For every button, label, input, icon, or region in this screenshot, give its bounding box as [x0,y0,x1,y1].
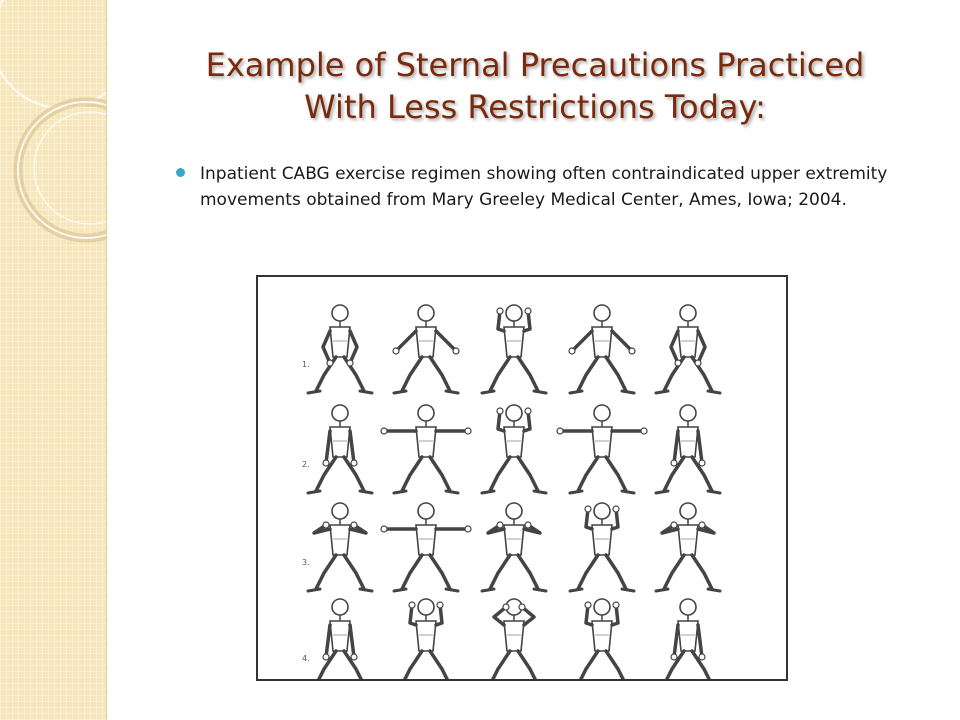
left-foot [570,391,582,393]
stick-figure [569,305,635,393]
figure-head [680,305,696,321]
figure-torso [678,525,698,555]
right-foot [446,491,458,493]
right-foot [534,391,546,393]
stick-figure [482,405,546,493]
row-number-label: 3. [302,558,310,567]
left-leg [402,651,422,679]
hand [381,526,387,532]
stick-figure [482,599,546,679]
figure-torso [504,525,524,555]
hand [695,360,701,366]
stick-figure [308,405,372,493]
figure-torso [416,327,436,357]
hand [641,428,647,434]
right-leg [606,457,626,491]
hand [437,602,443,608]
hand [671,654,677,660]
hand [671,460,677,466]
left-foot [394,391,406,393]
right-foot [708,391,720,393]
left-arm [396,331,416,351]
left-leg [578,555,598,589]
figure-torso [416,621,436,651]
right-leg [518,651,538,679]
figure-head [332,503,348,519]
figure-torso [330,621,350,651]
hand [503,604,509,610]
hand [323,654,329,660]
left-arm [671,331,678,363]
figure-torso [504,621,524,651]
figure-torso [592,621,612,651]
figure-head [680,405,696,421]
hand [585,506,591,512]
stick-figure [656,405,720,493]
right-leg [430,357,450,391]
decorative-sidebar [0,0,107,720]
left-foot [482,391,494,393]
right-foot [360,391,372,393]
right-foot [534,589,546,591]
figure-torso [592,427,612,457]
hand [613,602,619,608]
stick-figure [308,599,372,679]
right-foot [534,491,546,493]
right-leg [518,555,538,589]
hand [699,460,705,466]
hand [699,654,705,660]
stick-figure [656,503,720,591]
left-foot [656,391,668,393]
left-arm [674,431,678,463]
hand [409,602,415,608]
hand [497,308,503,314]
hand [519,604,525,610]
right-leg [344,555,364,589]
right-leg [518,357,538,391]
stick-figure [394,599,458,679]
hand [557,428,563,434]
figure-head [594,305,610,321]
left-leg [578,357,598,391]
hand [675,360,681,366]
right-arm [350,625,354,657]
figure-head [418,599,434,615]
left-foot [570,589,582,591]
stick-figure [570,599,634,679]
right-arm [698,431,702,463]
hand [525,522,531,528]
left-foot [308,589,320,591]
hand [613,506,619,512]
hand [351,460,357,466]
left-leg [664,555,684,589]
left-foot [482,589,494,591]
right-leg [606,357,626,391]
left-arm [572,331,592,351]
hand [327,360,333,366]
left-foot [394,589,406,591]
figure-head [594,405,610,421]
left-foot [482,491,494,493]
figure-torso [504,327,524,357]
figure-torso [504,427,524,457]
figure-head [506,503,522,519]
left-arm [323,331,330,363]
figure-head [594,599,610,615]
stick-figure [308,503,372,591]
left-foot [656,589,668,591]
stick-figure [557,405,647,493]
figure-head [332,599,348,615]
left-leg [402,555,422,589]
left-arm [674,625,678,657]
hand [525,308,531,314]
slide-title-line-2: With Less Restrictions Today: [304,88,766,126]
right-arm [698,331,705,363]
slide-title-line-1: Example of Sternal Precautions Practiced [205,46,865,84]
right-arm [350,331,357,363]
figure-torso [678,621,698,651]
left-leg [578,457,598,491]
hand [465,526,471,532]
figure-head [680,599,696,615]
hand [323,460,329,466]
hand [525,408,531,414]
hand [351,654,357,660]
right-leg [430,651,450,679]
left-leg [490,651,510,679]
slide-title [130,44,940,128]
stick-figure [308,305,372,393]
figure-head [418,305,434,321]
bullet-item [176,161,936,213]
right-leg [692,555,712,589]
bullet-dot-icon [176,168,185,177]
figure-torso [678,427,698,457]
left-arm [326,625,330,657]
stick-figure [570,503,634,591]
hand [699,522,705,528]
left-foot [308,491,320,493]
hand [671,522,677,528]
hand [381,428,387,434]
figure-head [506,405,522,421]
left-foot [394,491,406,493]
figure-torso [330,525,350,555]
figure-head [680,503,696,519]
right-foot [708,589,720,591]
left-foot [308,391,320,393]
right-arm [612,331,632,351]
left-arm [326,431,330,463]
figure-head [332,405,348,421]
left-leg [316,555,336,589]
figure-head [506,305,522,321]
hand [393,348,399,354]
right-foot [446,589,458,591]
hand [323,522,329,528]
hand [497,522,503,528]
left-leg [578,651,598,679]
left-leg [402,357,422,391]
figure-torso [592,327,612,357]
stick-figure [393,305,459,393]
hand [465,428,471,434]
row-number-label: 2. [302,460,310,469]
hand [497,408,503,414]
left-leg [490,457,510,491]
exercise-figure [256,275,788,681]
right-arm [436,331,456,351]
bullet-text: Inpatient CABG exercise regimen showing often contraindicated upper extremity movements obtained from Mary Greeley Medical Center, Ames, Iowa; 2004. [200,164,888,210]
stick-figure [381,405,471,493]
right-foot [622,589,634,591]
right-leg [430,457,450,491]
right-foot [622,391,634,393]
stick-figure [656,305,720,393]
right-arm [350,431,354,463]
figure-head [332,305,348,321]
figure-head [418,503,434,519]
hand [351,522,357,528]
stick-figure [381,503,471,591]
hand [629,348,635,354]
hand [453,348,459,354]
left-foot [570,491,582,493]
right-foot [622,491,634,493]
exercise-figure-drawing [258,277,786,679]
figure-torso [330,327,350,357]
right-foot [708,491,720,493]
left-leg [402,457,422,491]
figure-torso [592,525,612,555]
left-leg [490,555,510,589]
left-foot [656,491,668,493]
hand [347,360,353,366]
figure-torso [330,427,350,457]
stick-figure [656,599,720,679]
right-leg [606,555,626,589]
figure-torso [678,327,698,357]
right-arm [698,625,702,657]
figure-head [594,503,610,519]
row-number-label: 1. [302,360,310,369]
right-foot [360,589,372,591]
stick-figure [482,305,546,393]
right-foot [446,391,458,393]
stick-figure [482,503,546,591]
right-leg [518,457,538,491]
figure-torso [416,525,436,555]
right-foot [360,491,372,493]
figure-torso [416,427,436,457]
decorative-circles [0,0,106,720]
hand [569,348,575,354]
hand [585,602,591,608]
left-leg [490,357,510,391]
row-number-label: 4. [302,654,310,663]
figure-head [418,405,434,421]
right-leg [430,555,450,589]
right-leg [606,651,626,679]
